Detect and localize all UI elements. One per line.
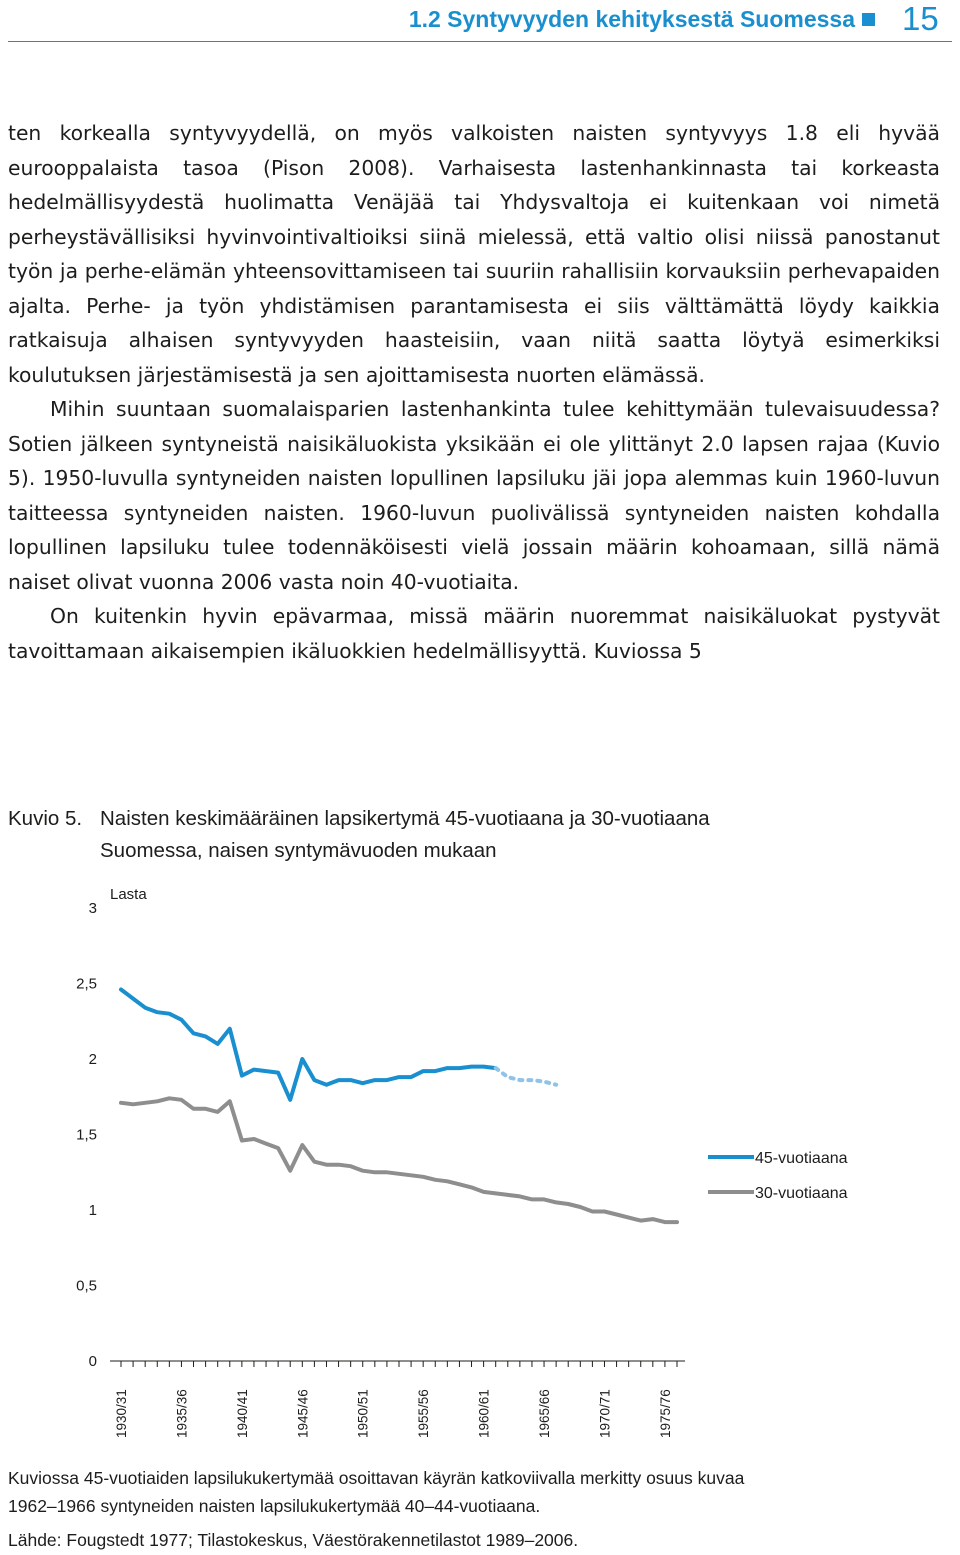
legend-label: 30-vuotiaana [755, 1185, 848, 1202]
x-tick-label: 1930/31 [114, 1389, 129, 1438]
x-tick-label: 1940/41 [234, 1389, 250, 1438]
body-text [8, 116, 940, 668]
y-axis-label: Lasta [110, 886, 147, 903]
x-tick-label: 1935/36 [174, 1389, 190, 1438]
y-tick-label: 2 [88, 1051, 97, 1068]
figure-caption [8, 803, 710, 867]
section-title: 1.2 Syntyvyyden kehityksestä Suomessa [408, 6, 855, 32]
x-tick-label: 1955/56 [416, 1389, 432, 1438]
x-tick-label: 1975/76 [657, 1389, 673, 1438]
page-number: 15 [902, 0, 939, 37]
header-square-icon [862, 13, 875, 26]
x-tick-label: 1970/71 [597, 1389, 613, 1438]
paragraph: On kuitenkin hyvin epävarmaa, missä määrin nuoremmat naisikäluokat pystyvät tavoittamaan aikaisempien ikäluokkien hedelmällisyyttä. Kuviossa 5 [8, 604, 940, 663]
figure-source: Lähde: Fougstedt 1977; Tilastokeskus, Väestörakennetilastot 1989–2006. [8, 1530, 579, 1550]
figure-note-line2: 1962–1966 syntyneiden naisten lapsilukukertymää 40–44-vuotiaana. [8, 1496, 541, 1516]
x-axis [110, 1361, 685, 1367]
figure-note [8, 1464, 958, 1520]
figure-title-line1: Naisten keskimääräinen lapsikertymä 45-vuotiaana ja 30-vuotiaana [100, 807, 710, 830]
legend [708, 1150, 848, 1202]
y-tick-label: 3 [88, 900, 97, 917]
figure-label: Kuvio 5. [8, 807, 83, 830]
x-tick-label: 1965/66 [537, 1389, 553, 1438]
cohort-fertility-chart [0, 860, 960, 1450]
x-tick-label: 1960/61 [476, 1389, 492, 1438]
y-tick-label: 0,5 [76, 1277, 97, 1295]
page-header [0, 0, 960, 42]
y-tick-labels [76, 900, 97, 1370]
y-tick-label: 0 [88, 1353, 97, 1370]
x-tick-labels [114, 1389, 673, 1438]
y-tick-label: 1 [88, 1202, 97, 1219]
x-tick-label: 1945/46 [295, 1389, 311, 1438]
series-45-dashed-line [496, 1068, 556, 1085]
series-30-line [121, 1098, 677, 1222]
y-tick-label: 1,5 [76, 1126, 97, 1144]
legend-label: 45-vuotiaana [755, 1150, 848, 1167]
x-tick-label: 1950/51 [355, 1389, 371, 1438]
paragraph: ten korkealla syntyvyydellä, on myös valkoisten naisten syntyvyys 1.8 eli hyvää eurooppalaista tasoa (Pison 2008). Varhaisesta lastenhankinnasta tai korkeasta hedelmällisyydestä huolimatta Venäjää tai Yhdysvaltoja ei kuitenkaan voi nimetä perheystävällisiksi hyvinvointivaltioiksi siinä mielessä, että valtio olisi niissä panostanut työn ja perhe-elämän yhteensovittamiseen tai suuriin rahallisiin korvauksiin perhevapaiden ajalta. Perhe- ja työn yhdistämisen parantamisesta ei siis välttämättä löydy kaikkia ratkaisuja alhaisen syntyvyyden haasteisiin, vaan niitä saatta löytyä esimerkiksi koulutuksen järjestämisestä ja sen ajoittamisesta nuorten elämässä. [8, 121, 940, 387]
y-tick-label: 2,5 [76, 975, 97, 993]
figure-title-line2: Suomessa, naisen syntymävuoden mukaan [100, 839, 497, 862]
header-rule [8, 41, 952, 42]
series-45-line [121, 990, 496, 1100]
series-lines [121, 990, 677, 1223]
paragraph: Mihin suuntaan suomalaisparien lastenhankinta tulee kehittymään tulevaisuudessa? Sotien jälkeen syntyneistä naisikäluokista yksikään ei ole ylittänyt 2.0 lapsen rajaa (Kuvio 5). 1950-luvulla syntyneiden naisten lopullinen lapsiluku jäi jopa alemmas kuin 1960-luvun taitteessa syntyneiden naisten. 1960-luvun puolivälissä syntyneiden naisten kohdalla lopullinen lapsiluku tulee todennäköisesti vielä jossain määrin kohoamaan, sillä nämä naiset olivat vuonna 2006 vasta noin 40-vuotiaita. [8, 397, 940, 594]
figure-note-line1: Kuviossa 45-vuotiaiden lapsilukukertymää osoittavan käyrän katkoviivalla merkitty osuus kuvaa [8, 1468, 745, 1488]
